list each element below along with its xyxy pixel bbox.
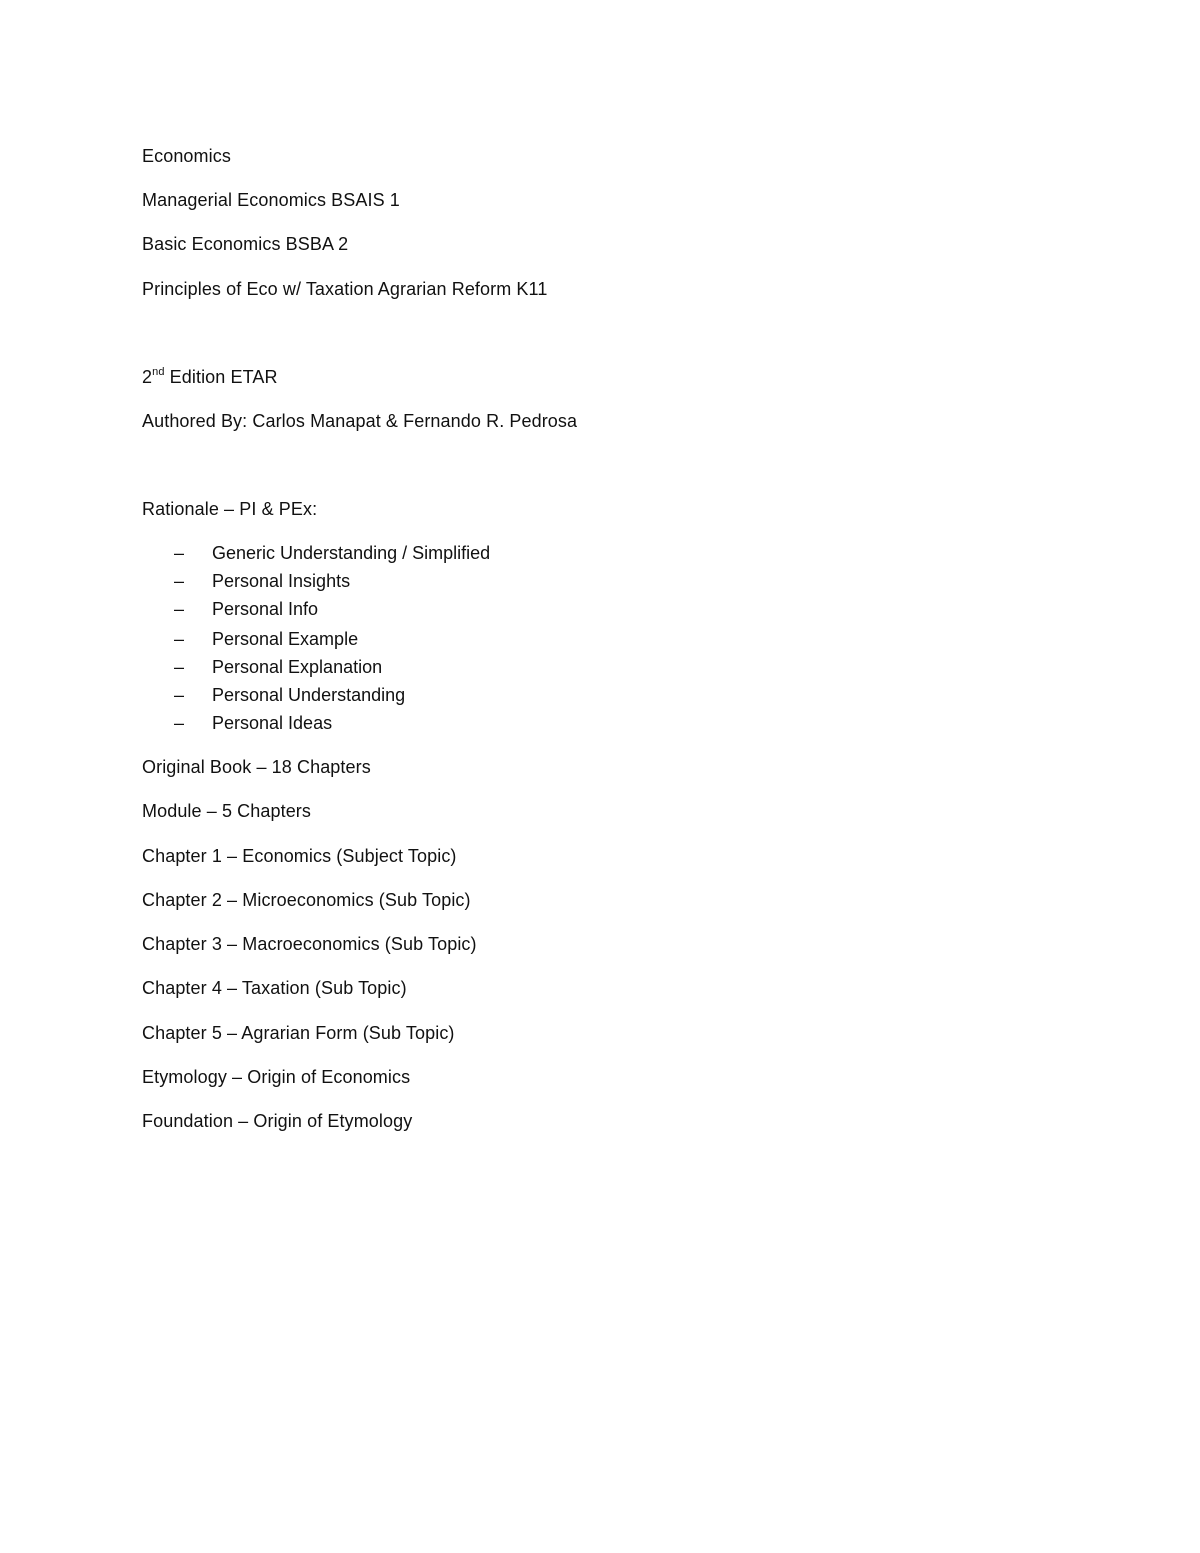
chapter-3-line: Chapter 3 – Macroeconomics (Sub Topic)	[142, 934, 477, 954]
module-line: Module – 5 Chapters	[142, 801, 311, 821]
chapter-2-line: Chapter 2 – Microeconomics (Sub Topic)	[142, 890, 471, 910]
list-item	[174, 628, 358, 650]
authors-line: Authored By: Carlos Manapat & Fernando R. Pedrosa	[142, 411, 578, 431]
bullet-dash: –	[174, 685, 185, 705]
list-item	[174, 684, 405, 706]
list-item-text: Personal Info	[212, 599, 319, 619]
list-item	[174, 570, 350, 592]
chapter-5-line: Chapter 5 – Agrarian Form (Sub Topic)	[142, 1023, 455, 1043]
list-item-text: Personal Example	[212, 629, 359, 649]
list-item-text: Personal Ideas	[212, 713, 333, 733]
list-item-text: Generic Understanding / Simplified	[212, 543, 491, 563]
original-book-line: Original Book – 18 Chapters	[142, 757, 371, 777]
list-item-text: Personal Insights	[212, 571, 351, 591]
bullet-dash: –	[174, 629, 185, 649]
course-line-principles: Principles of Eco w/ Taxation Agrarian Reform K11	[142, 279, 548, 299]
rationale-heading: Rationale – PI & PEx:	[142, 499, 318, 519]
bullet-dash: –	[174, 543, 185, 563]
chapter-1-line: Chapter 1 – Economics (Subject Topic)	[142, 846, 457, 866]
course-line-managerial: Managerial Economics BSAIS 1	[142, 190, 400, 210]
etymology-line: Etymology – Origin of Economics	[142, 1067, 411, 1087]
bullet-dash: –	[174, 657, 185, 677]
list-item	[174, 542, 490, 564]
edition-number: 2	[142, 367, 153, 387]
list-item	[174, 598, 318, 620]
list-item	[174, 712, 332, 734]
edition-suffix: nd	[152, 366, 165, 378]
list-item-text: Personal Understanding	[212, 685, 406, 705]
doc-title: Economics	[142, 146, 231, 166]
list-item-text: Personal Explanation	[212, 657, 383, 677]
edition-line	[142, 366, 278, 388]
course-line-basic: Basic Economics BSBA 2	[142, 234, 349, 254]
bullet-dash: –	[174, 713, 185, 733]
edition-rest: Edition ETAR	[164, 367, 278, 387]
bullet-dash: –	[174, 599, 185, 619]
foundation-line: Foundation – Origin of Etymology	[142, 1111, 413, 1131]
chapter-4-line: Chapter 4 – Taxation (Sub Topic)	[142, 978, 407, 998]
list-item	[174, 656, 382, 678]
bullet-dash: –	[174, 571, 185, 591]
